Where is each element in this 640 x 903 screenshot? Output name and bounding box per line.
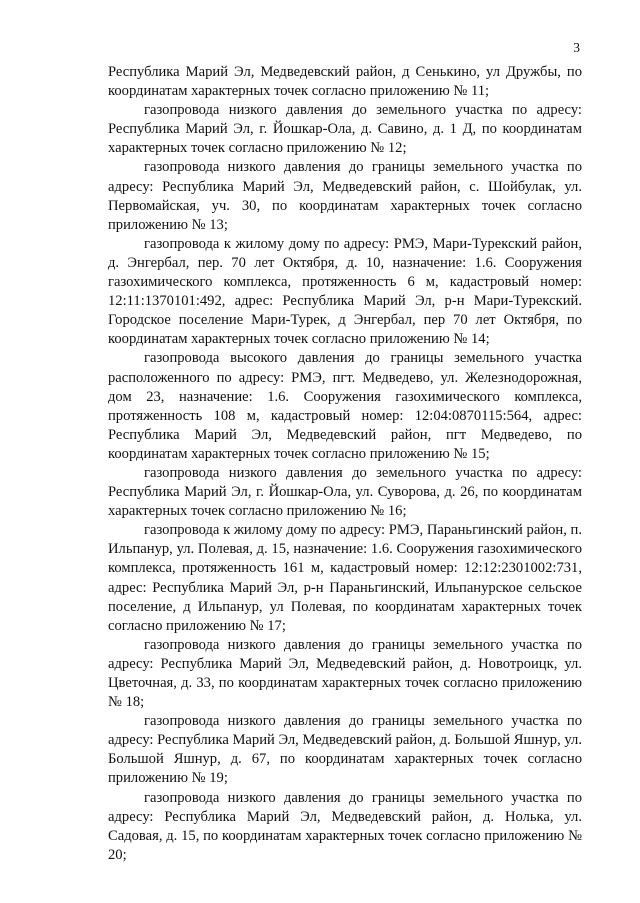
document-body bbox=[108, 63, 582, 865]
paragraph-item-18: газопровода низкого давления до границы земельного участка по адресу: Республика Марий Эл, Медведевский район, д. Новотроицк, ул. Цветочная, д. 33, по координатам характерных точек согласно приложению № 18; bbox=[108, 636, 582, 711]
paragraph-item-14: газопровода к жилому дому по адресу: РМЭ, Мари-Турекский район, д. Энгербал, пер. 70 лет Октября, д. 10, назначение: 1.6. Сооружения газохимического комплекса, протяженность 6 м, кадастровый номер: 12:11:1370101:492, адрес: Республика Марий Эл, р-н Мари-Турекский. Городское поселение Мари-Турек, д Энгербал, пер 70 лет Октября, по координатам характерных точек согласно приложению № 14; bbox=[108, 235, 582, 348]
paragraph-item-17: газопровода к жилому дому по адресу: РМЭ, Параньгинский район, п. Ильпанур, ул. Полевая, д. 15, назначение: 1.6. Сооружения газохимического комплекса, протяженность 161 м, кадастровый номер: 12:12:2301002:731, адрес: Республика Марий Эл, р-н Параньгинский, Ильпанурское сельское поселение, д Ильпанур, ул Полевая, по координатам характерных точек согласно приложению № 17; bbox=[108, 522, 582, 634]
paragraph-item-13: газопровода низкого давления до границы земельного участка по адресу: Республика Марий Эл, Медведевский район, с. Шойбулак, ул. Первомайская, уч. 30, по координатам характерных точек согласно приложению № 13; bbox=[108, 159, 582, 233]
paragraph-item-19: газопровода низкого давления до границы земельного участка по адресу: Республика Марий Эл, Медведевский район, д. Большой Яшнур, ул. Большой Яшнур, д. 67, по координатам характерных точек согласно приложению № 19; bbox=[108, 713, 582, 787]
paragraph-item-20: газопровода низкого давления до границы земельного участка по адресу: Республика Марий Эл, Медведевский район, д. Нолька, ул. Садовая, д. 15, по координатам характерных точек согласно приложению № 20; bbox=[108, 789, 582, 863]
paragraph-continuation: Республика Марий Эл, Медведевский район, д Сенькино, ул Дружбы, по координатам характерных точек согласно приложению № 11; bbox=[108, 64, 582, 100]
page-number: 3 bbox=[573, 40, 580, 55]
paragraph-item-16: газопровода низкого давления до земельного участка по адресу: Республика Марий Эл, г. Йошкар-Ола, ул. Суворова, д. 26, по координатам характерных точек согласно приложению № 16; bbox=[108, 464, 582, 520]
paragraph-item-15: газопровода высокого давления до границы земельного участка расположенного по адресу: РМЭ, пгт. Медведево, ул. Железнодорожная, дом 23, назначение: 1.6. Сооружения газохимического комплекса, протяженность 108 м, кадастровый номер: 12:04:0870115:564, адрес: Республика Марий Эл, Медведевский район, пгт Медведево, по координатам характерных точек согласно приложению № 15; bbox=[108, 350, 582, 462]
paragraph-item-12: газопровода низкого давления до земельного участка по адресу: Республика Марий Эл, г. Йошкар-Ола, д. Савино, д. 1 Д, по координатам характерных точек согласно приложению № 12; bbox=[108, 102, 582, 157]
